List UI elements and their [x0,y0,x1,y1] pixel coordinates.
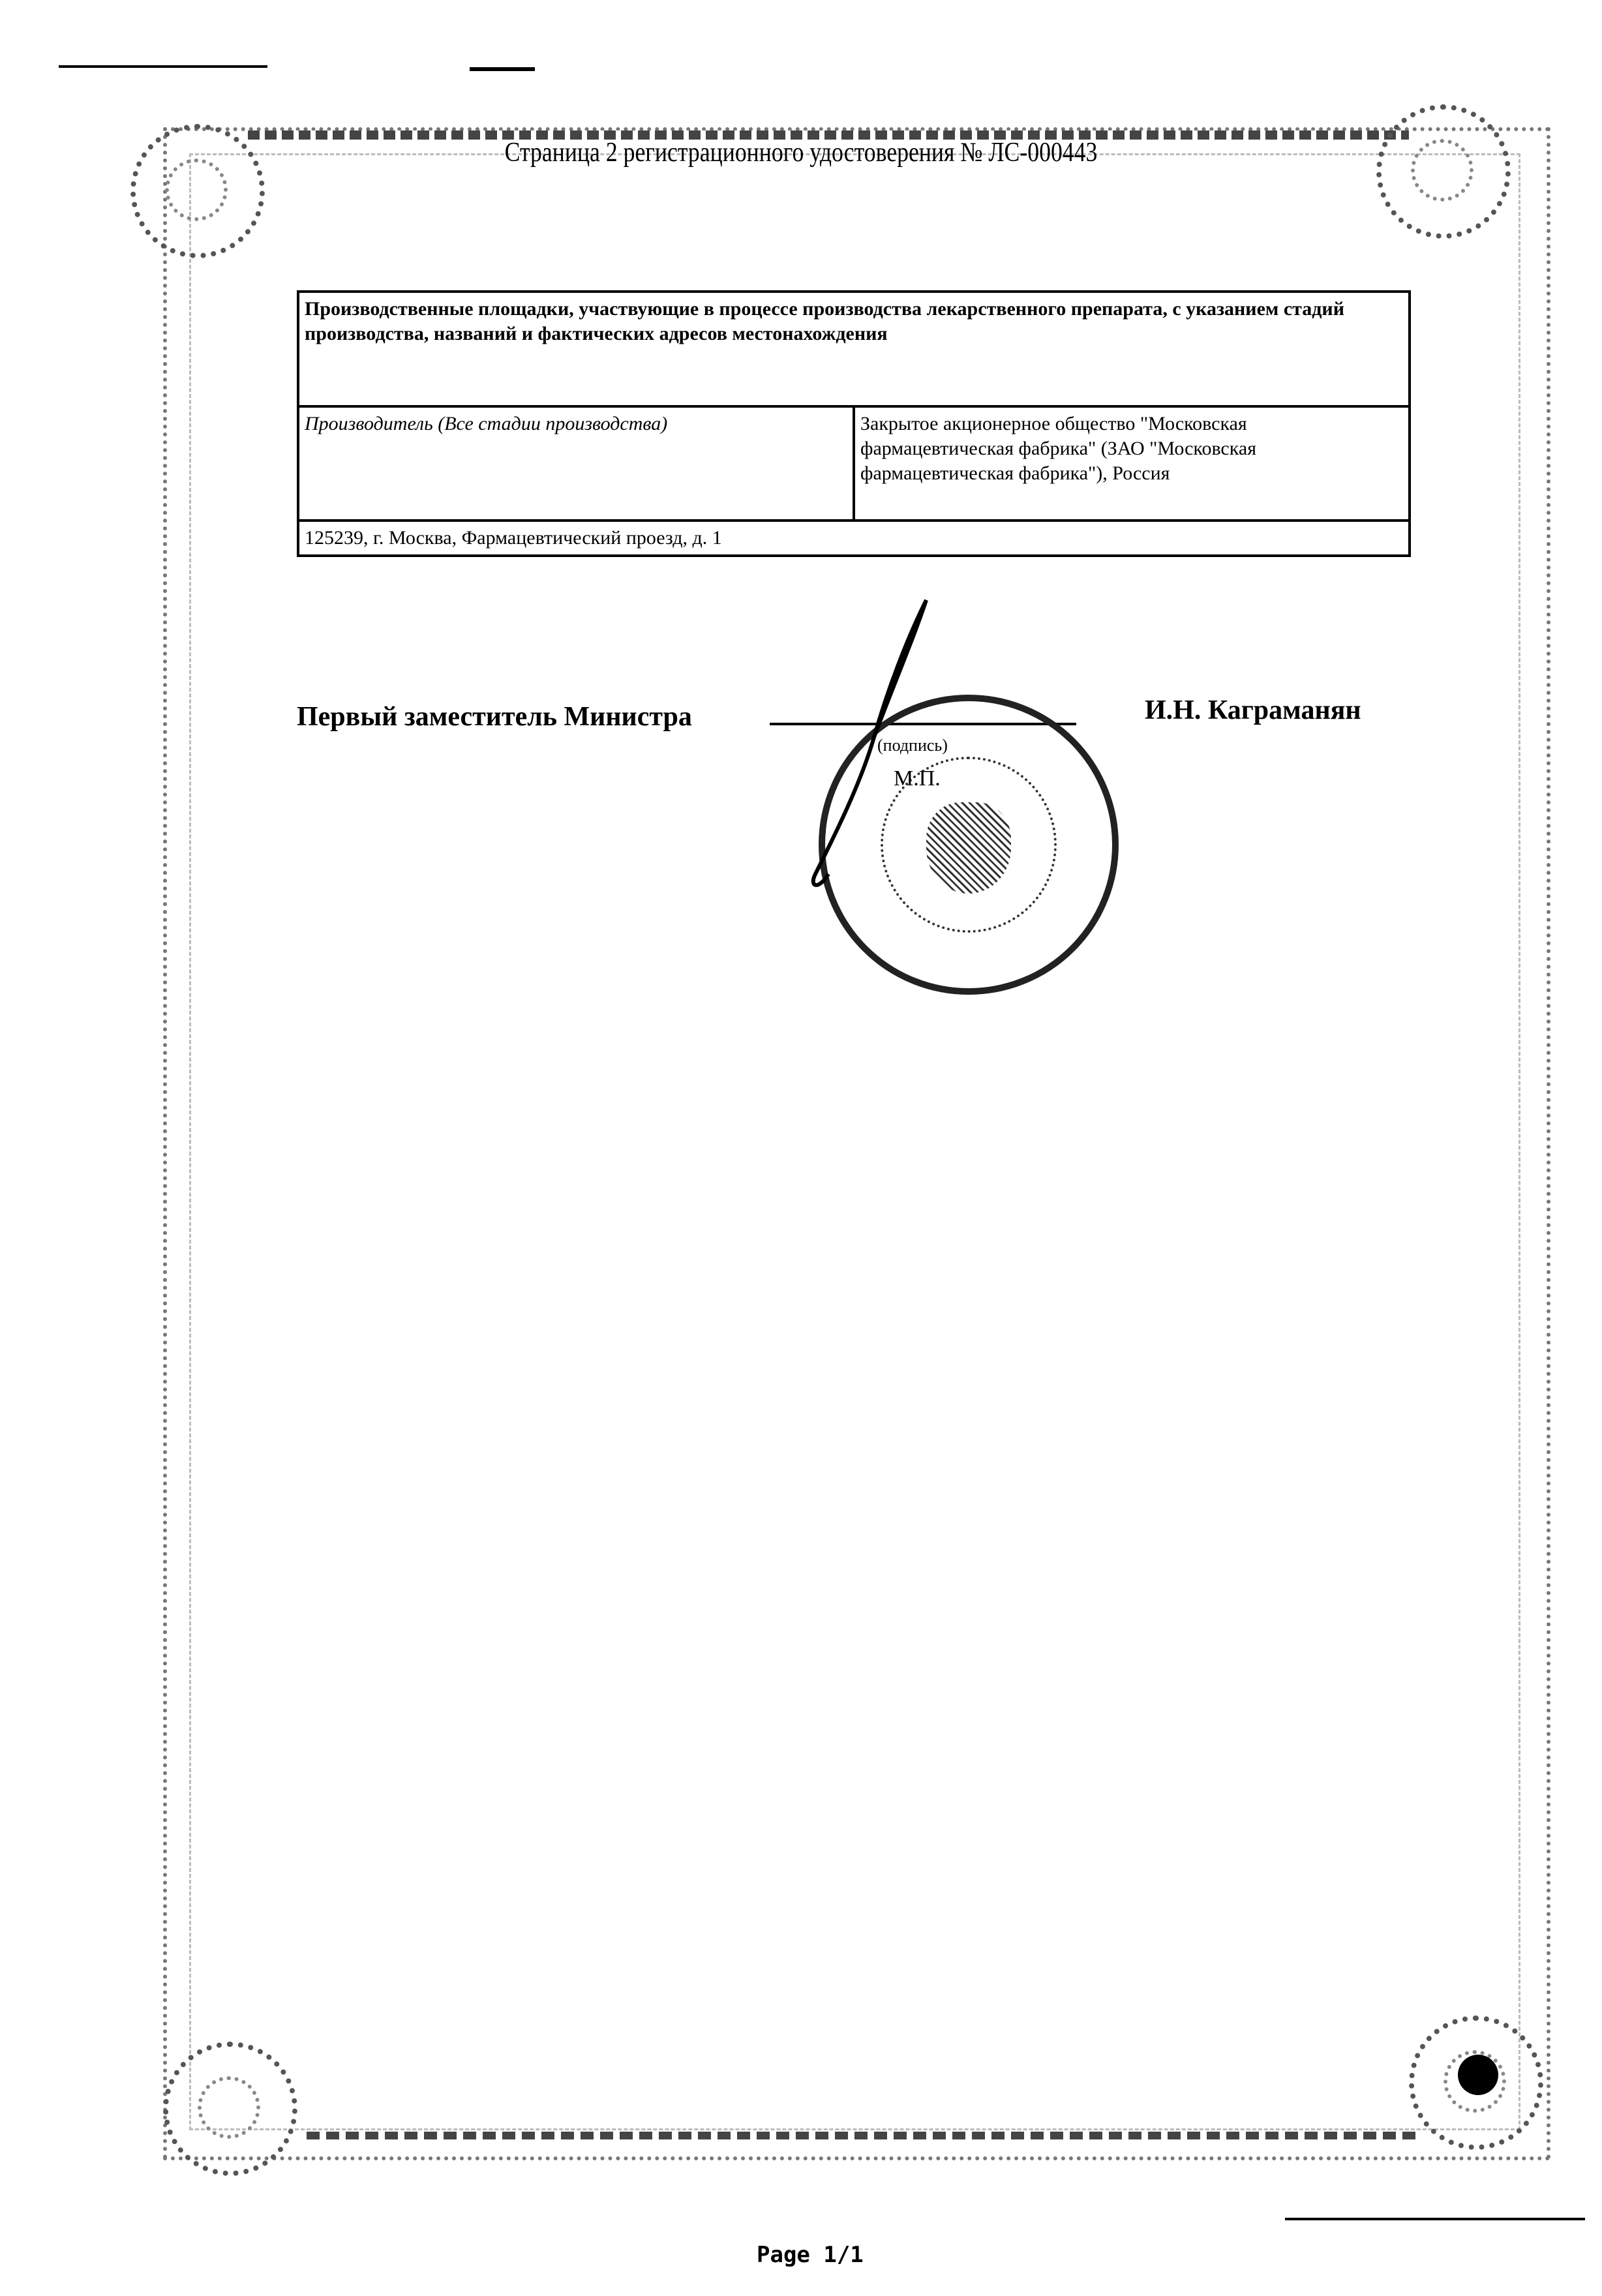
scan-mark [470,67,535,71]
corner-ornament-icon [1376,104,1511,239]
page-title: Страница 2 регистрационного удостоверения № ЛС-000443 [504,138,1098,168]
black-dot-mark [1458,2055,1498,2095]
signature-label: (подпись) [877,736,948,755]
manufacturer-role: Производитель (Все стадии производства) [298,406,854,521]
signatory-name: И.Н. Каграманян [1145,695,1361,725]
corner-ornament-icon [163,2042,297,2176]
scan-mark [59,65,267,68]
page-number: Page 1/1 [757,2242,864,2268]
table-row [298,521,1410,556]
manufacturer-address: 125239, г. Москва, Фармацевтический проезд, д. 1 [298,521,1410,556]
manufacturer-name: Закрытое акционерное общество "Московская фармацевтическая фабрика" (ЗАО "Московская фармацевтическая фабрика"), Россия [854,406,1410,521]
table-row [298,406,1410,521]
signatory-position: Первый заместитель Министра [297,702,692,732]
table-heading: Производственные площадки, участвующие в процессе производства лекарственного препарата, с указанием стадий производства, названий и фактических адресов местонахождения [298,292,1410,406]
seal-label: М.П. [894,766,941,791]
border-bar-bottom [307,2132,1415,2139]
scan-mark [1285,2218,1585,2220]
production-sites-table [297,290,1411,557]
